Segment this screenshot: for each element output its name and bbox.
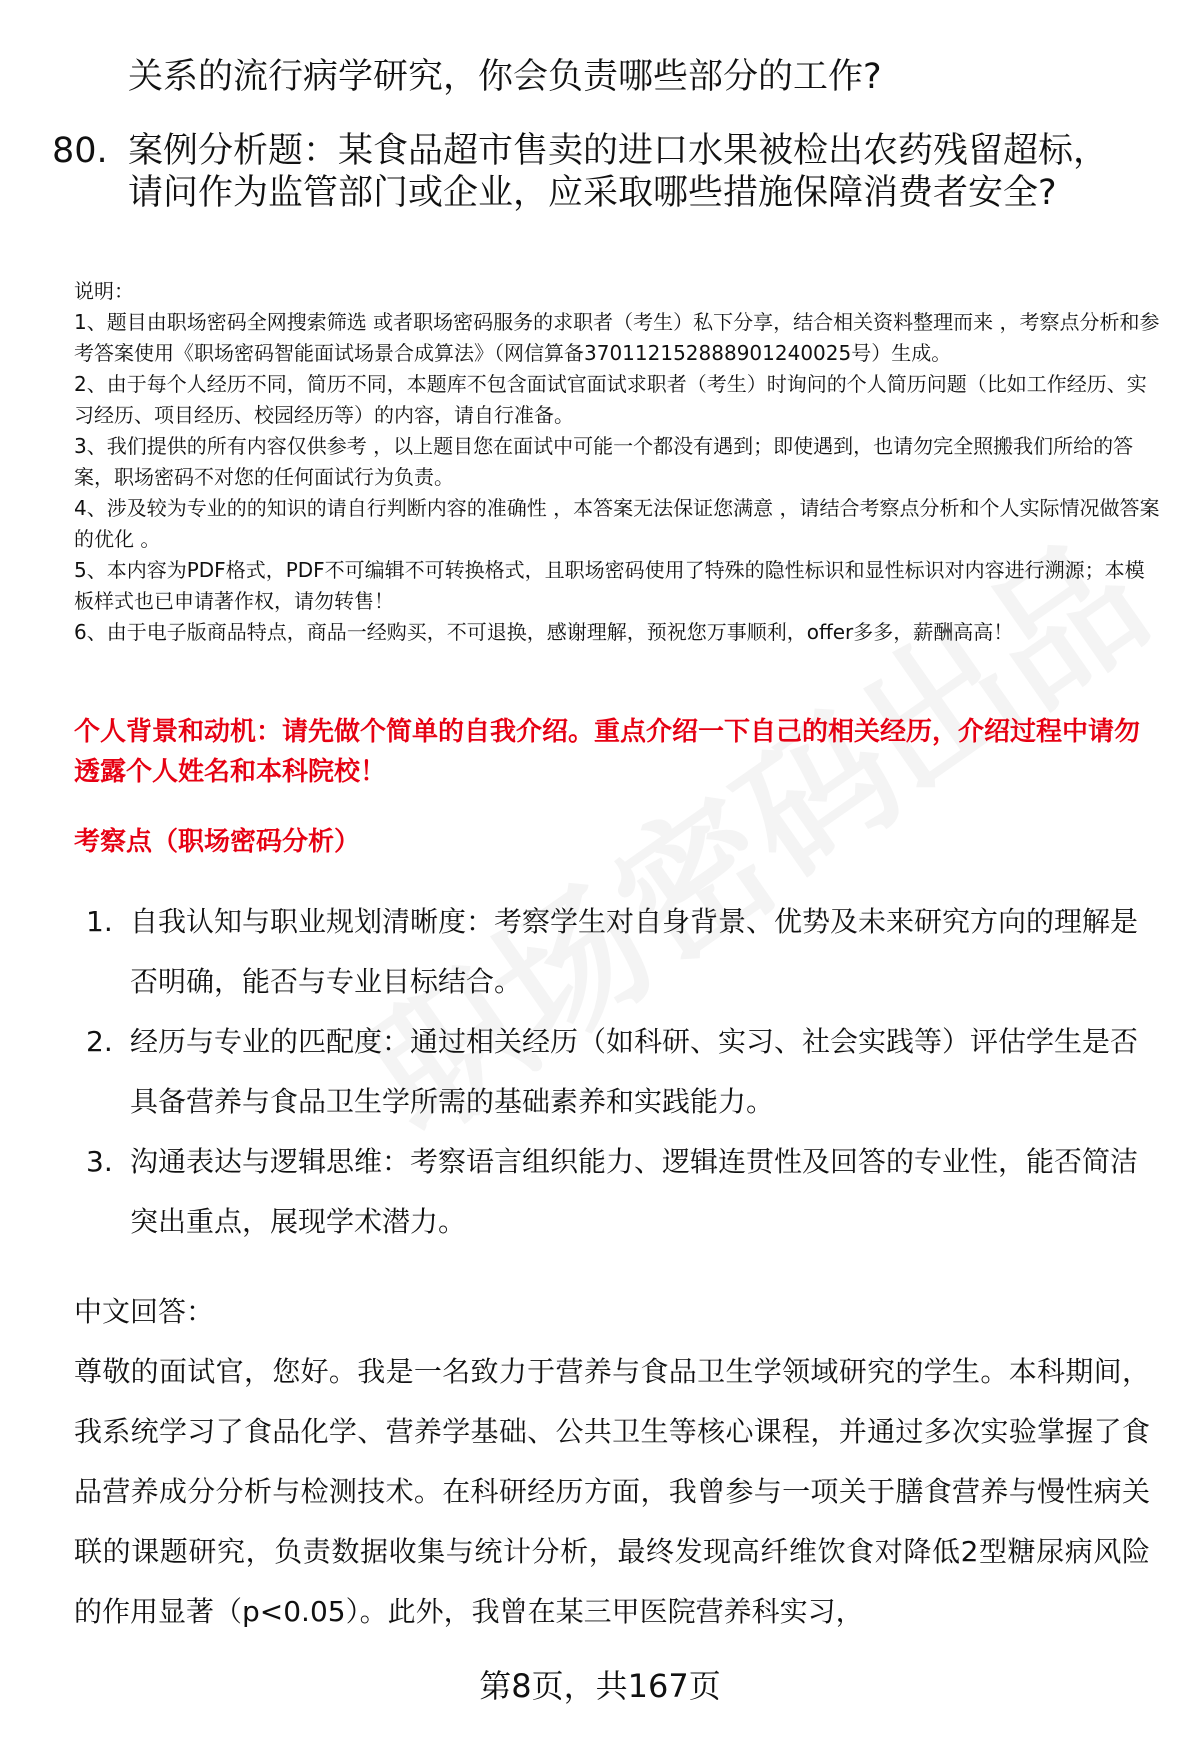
notes-title: 说明： (74, 279, 134, 303)
list-item-number: 1. (86, 905, 113, 938)
note-item: 6、由于电子版商品特点，商品一经购买，不可退换，感谢理解，预祝您万事顺利，offer多多，薪酬高高！ (74, 620, 1014, 644)
list-item (74, 1132, 1164, 1252)
note-item: 3、我们提供的所有内容仅供参考 ，以上题目您在面试中可能一个都没有遇到；即使遇到，也请勿完全照搬我们所给的答案，职场密码不对您的任何面试行为负责。 (74, 434, 1134, 489)
page-footer: 第8页，共167页 (479, 1667, 721, 1705)
list-item-number: 2. (86, 1025, 113, 1058)
notes-section (74, 276, 1164, 648)
question-continuation: 关系的流行病学研究，你会负责哪些部分的工作? (128, 57, 882, 97)
list-item-number: 3. (86, 1145, 113, 1178)
note-item: 1、题目由职场密码全网搜索筛选 或者职场密码服务的求职者（考生）私下分享，结合相关资料整理而来 ，考察点分析和参考答案使用《职场密码智能面试场景合成算法》（网信算备370112152888901240025号）生成。 (74, 310, 1160, 365)
question-line-2: 请问作为监管部门或企业，应采取哪些措施保障消费者安全? (128, 173, 1057, 213)
question-line-1: 案例分析题：某食品超市售卖的进口水果被检出农药残留超标， (128, 131, 1109, 171)
list-item-text: 沟通表达与逻辑思维：考察语言组织能力、逻辑连贯性及回答的专业性，能否简洁突出重点，展现学术潜力。 (130, 1145, 1139, 1238)
analysis-heading: 考察点（职场密码分析） (74, 827, 361, 857)
answer-label: 中文回答： (74, 1295, 215, 1328)
list-item-text: 经历与专业的匹配度：通过相关经历（如科研、实习、社会实践等）评估学生是否具备营养与食品卫生学所需的基础素养和实践能力。 (130, 1025, 1139, 1118)
note-item: 2、由于每个人经历不同，简历不同，本题库不包含面试官面试求职者（考生）时询问的个人简历问题（比如工作经历、实习经历、项目经历、校园经历等）的内容，请自行准备。 (74, 372, 1147, 427)
section-heading: 个人背景和动机：请先做个简单的自我介绍。重点介绍一下自己的相关经历，介绍过程中请勿透露个人姓名和本科院校！ (74, 717, 1141, 787)
note-item: 4、涉及较为专业的的知识的请自行判断内容的准确性 ，本答案无法保证您满意 ，请结合考察点分析和个人实际情况做答案的优化 。 (74, 496, 1160, 551)
list-item-text: 自我认知与职业规划清晰度：考察学生对自身背景、优势及未来研究方向的理解是否明确，能否与专业目标结合。 (130, 905, 1139, 998)
list-item (74, 892, 1164, 1012)
question-number: 80. (52, 131, 108, 171)
note-item: 5、本内容为PDF格式，PDF不可编辑不可转换格式，且职场密码使用了特殊的隐性标识和显性标识对内容进行溯源；本模板样式也已申请著作权，请勿转售！ (74, 558, 1145, 613)
answer-text: 尊敬的面试官，您好。我是一名致力于营养与食品卫生学领域研究的学生。本科期间，我系统学习了食品化学、营养学基础、公共卫生等核心课程，并通过多次实验掌握了食品营养成分分析与检测技术。在科研经历方面，我曾参与一项关于膳食营养与慢性病关联的课题研究，负责数据收集与统计分析，最终发现高纤维饮食对降低2型糖尿病风险的作用显著（p<0.05）。此外，我曾在某三甲医院营养科实习， (74, 1355, 1150, 1628)
analysis-points (74, 892, 1164, 1252)
list-item (74, 1012, 1164, 1132)
